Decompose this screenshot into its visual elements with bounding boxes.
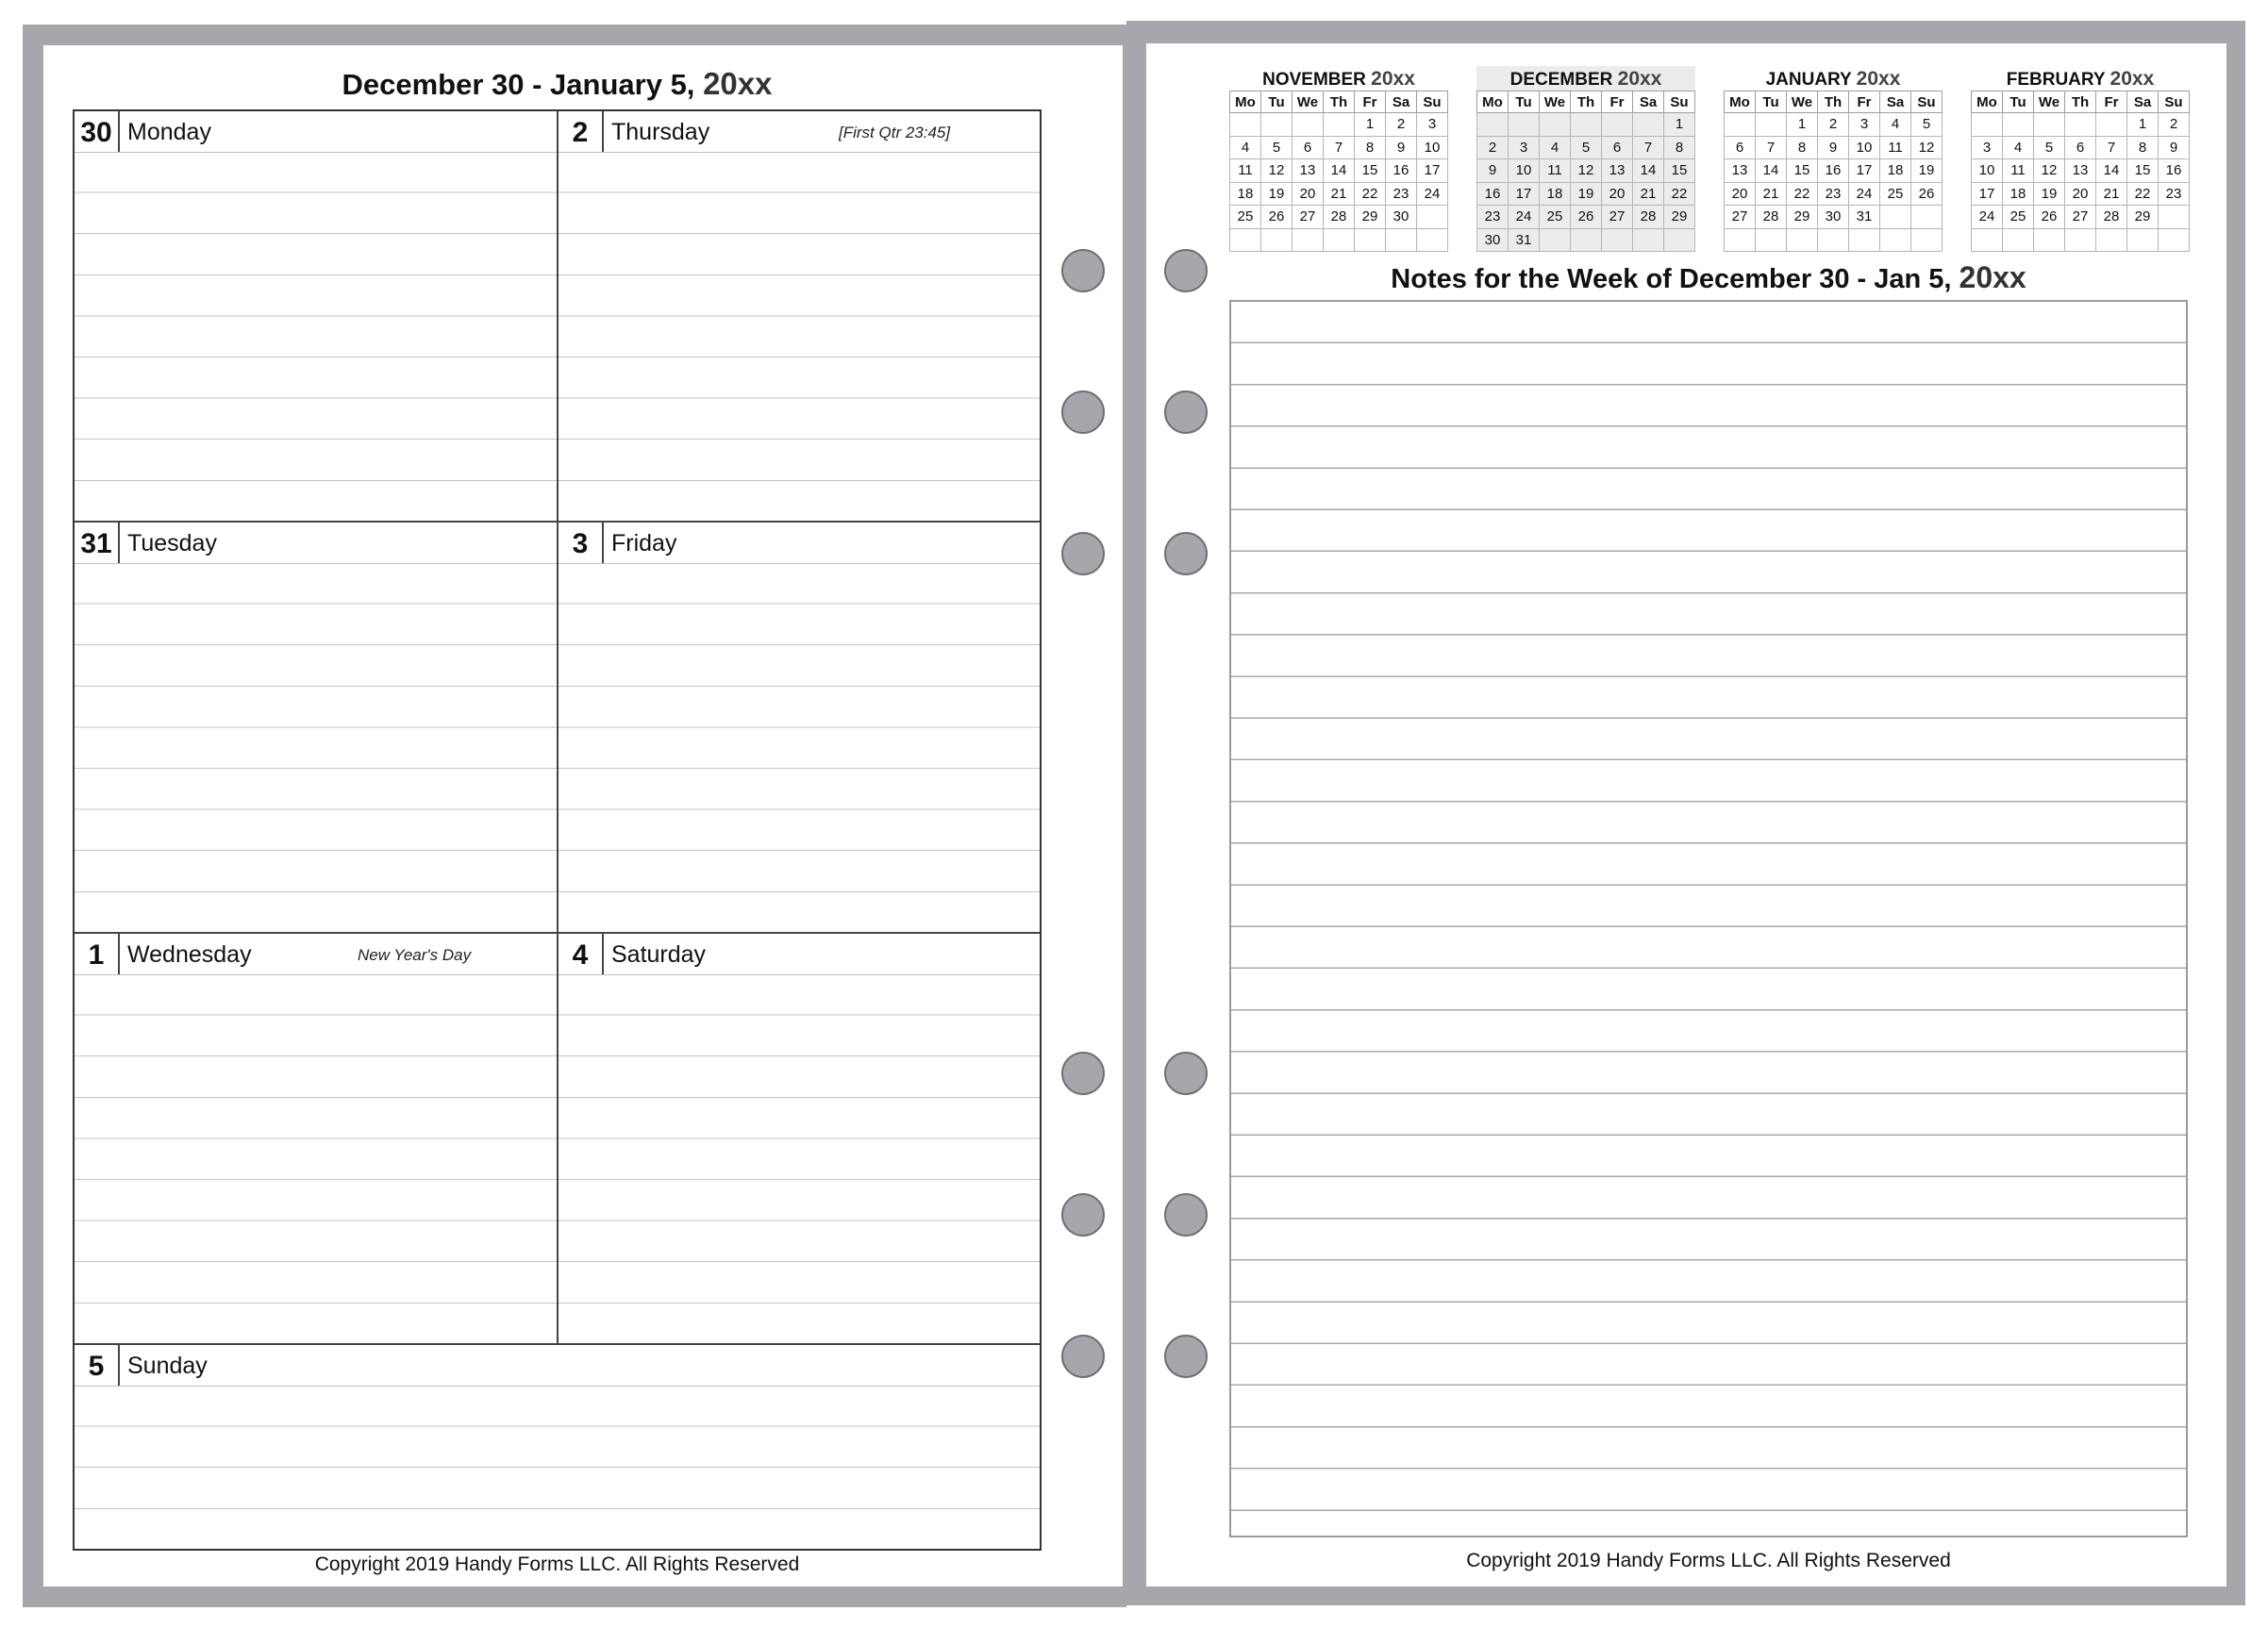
calendar-day: 14 [2096,159,2127,183]
binder-hole-icon [1164,532,1208,575]
calendar-day: 4 [1540,136,1571,159]
copyright-left: Copyright 2019 Handy Forms LLC. All Rights Reserved [314,1553,800,1575]
calendar-day: 28 [1324,206,1355,229]
calendar-day: 21 [1324,182,1355,206]
calendar-day: 18 [1880,159,1911,183]
day-cell-sunday[interactable] [75,1345,1040,1549]
calendar-title [1476,66,1695,91]
calendar-day: 24 [1417,182,1448,206]
calendar-day: 18 [1540,182,1571,206]
calendar-week-row [1725,182,1943,206]
calendar-day: 24 [1509,206,1540,229]
calendar-day: 20 [1292,182,1324,206]
weekday-header: Fr [2096,91,2127,113]
calendar-day: 9 [1477,159,1509,183]
calendar-day: 10 [1509,159,1540,183]
calendar-week-row [1477,228,1695,252]
calendar-day: 17 [1417,159,1448,183]
calendar-day [2159,228,2190,252]
calendar-day: 21 [1633,182,1664,206]
binder-hole-icon [1164,1335,1208,1378]
calendar-day [1602,228,1633,252]
calendar-day: 28 [1756,206,1787,229]
calendar-day: 5 [1911,113,1943,137]
calendar-day [1849,228,1880,252]
day-cell-monday[interactable] [75,111,557,521]
calendar-day: 1 [1664,113,1695,137]
calendar-month: NOVEMBER [1262,70,1372,90]
calendar-title [1971,66,2190,91]
calendar-day: 7 [1756,136,1787,159]
calendar-day: 30 [1818,206,1849,229]
calendar-day [1664,228,1695,252]
calendar-day: 14 [1756,159,1787,183]
calendar-week-row [1972,136,2190,159]
weekday-header: Th [1324,91,1355,113]
calendar-day: 3 [1417,113,1448,137]
copyright-right: Copyright 2019 Handy Forms LLC. All Rights Reserved [1466,1550,1951,1571]
calendar-day: 26 [2034,206,2065,229]
calendar-day: 12 [1261,159,1292,183]
binder-hole-icon [1164,1193,1208,1237]
calendar-day: 26 [1261,206,1292,229]
weekday-header: Sa [1880,91,1911,113]
calendar-week-row [1725,136,1943,159]
calendar-day: 10 [1972,159,2003,183]
calendar-day: 2 [2159,113,2190,137]
calendar-day: 3 [1972,136,2003,159]
weekday-header: Sa [1633,91,1664,113]
calendar-day [1787,228,1818,252]
calendar-day: 10 [1417,136,1448,159]
calendar-day [1756,228,1787,252]
calendar-title [1724,66,1943,91]
calendar-week-row [1972,228,2190,252]
calendar-day: 2 [1477,136,1509,159]
calendar-week-row [1972,182,2190,206]
calendar-day [2034,228,2065,252]
calendar-day: 24 [1972,206,2003,229]
calendar-day: 8 [2127,136,2159,159]
calendar-day: 7 [1633,136,1664,159]
calendar-day: 7 [1324,136,1355,159]
holiday-note: New Year's Day [358,946,472,964]
day-name: Thursday [611,119,710,145]
weekday-header: Th [2065,91,2096,113]
weekday-header: Su [1664,91,1695,113]
calendar-day: 4 [1230,136,1261,159]
page-title-year: 20xx [703,66,773,101]
calendar-day: 23 [1818,182,1849,206]
day-header [75,523,557,564]
calendar-day: 12 [1911,136,1943,159]
calendar-day: 13 [1725,159,1756,183]
calendar-day [1911,228,1943,252]
calendar-day: 8 [1355,136,1386,159]
calendar-day: 15 [1664,159,1695,183]
calendar-day [1540,113,1571,137]
day-name: Tuesday [127,530,217,557]
calendar-day: 11 [1540,159,1571,183]
calendar-day [1571,113,1602,137]
calendar-day: 9 [1818,136,1849,159]
writing-lines[interactable] [75,563,557,932]
calendar-day [1571,228,1602,252]
calendar-day [1261,228,1292,252]
day-cell-thursday[interactable] [559,111,1040,521]
day-name: Saturday [611,941,707,968]
day-header [75,934,557,975]
calendar-day [1509,113,1540,137]
calendar-day: 7 [2096,136,2127,159]
calendar-day [2003,113,2034,137]
calendar-month: JANUARY [1765,70,1857,90]
calendar-week-row [1477,136,1695,159]
calendar-day: 3 [1849,113,1880,137]
calendar-day: 25 [1880,182,1911,206]
calendar-month: DECEMBER [1509,70,1618,90]
calendar-day [1540,228,1571,252]
binder-hole-icon [1061,1335,1105,1378]
calendar-day: 19 [2034,182,2065,206]
calendar-day: 19 [1571,182,1602,206]
calendar-day: 28 [2096,206,2127,229]
calendar-day: 25 [1540,206,1571,229]
calendar-day: 22 [2127,182,2159,206]
calendar-day: 18 [1230,182,1261,206]
calendar-day [1477,113,1509,137]
calendar-day: 27 [2065,206,2096,229]
binder-hole-icon [1061,532,1105,575]
weekday-header: Mo [1230,91,1261,113]
calendar-day: 29 [1787,206,1818,229]
calendar-day: 27 [1725,206,1756,229]
calendar-day: 5 [1571,136,1602,159]
weekday-header: Su [2159,91,2190,113]
weekday-header: Mo [1972,91,2003,113]
calendar-day: 16 [2159,159,2190,183]
calendar-day: 4 [2003,136,2034,159]
day-number: 4 [559,934,604,974]
day-name: Friday [611,530,677,557]
calendar-day: 17 [1972,182,2003,206]
calendar-day [1633,113,1664,137]
calendar-day: 6 [1602,136,1633,159]
calendar-week-row [1725,113,1943,137]
calendar-day [1633,228,1664,252]
day-header [559,523,1040,564]
calendar-day [1602,113,1633,137]
day-number: 5 [75,1345,120,1386]
calendar-grid [1476,91,1695,252]
calendar-day: 8 [1787,136,1818,159]
calendar-day [1911,206,1943,229]
calendar-day: 23 [1477,206,1509,229]
calendar-day [1386,228,1417,252]
day-name: Wednesday [127,941,252,968]
binder-hole-icon [1061,390,1105,434]
calendar-week-row [1725,206,1943,229]
calendar-week-row [1725,159,1943,183]
notes-title-year: 20xx [1959,260,2026,294]
calendar-day: 1 [2127,113,2159,137]
calendar-day [1417,228,1448,252]
calendar-day: 21 [2096,182,2127,206]
calendar-day [1230,228,1261,252]
binder-hole-icon [1164,390,1208,434]
calendar-day [2127,228,2159,252]
weekday-header: Tu [1756,91,1787,113]
calendar-day: 17 [1849,159,1880,183]
binder-hole-icon [1164,1052,1208,1095]
day-header [559,934,1040,975]
calendar-week-row [1477,113,1695,137]
weekday-header: Sa [2127,91,2159,113]
calendar-day: 1 [1787,113,1818,137]
calendar-week-row [1477,182,1695,206]
calendar-week-row [1972,113,2190,137]
calendar-grid [1971,91,2190,252]
calendar-day: 9 [2159,136,2190,159]
calendar-day: 29 [2127,206,2159,229]
day-name: Sunday [127,1353,208,1379]
calendar-week-row [1725,228,1943,252]
writing-lines[interactable] [559,152,1040,521]
calendar-day: 23 [2159,182,2190,206]
calendar-day: 21 [1756,182,1787,206]
calendar-week-row [1230,113,1448,137]
calendar-month: FEBRUARY [2006,70,2110,90]
calendar-day: 14 [1633,159,1664,183]
calendar-week-row [1230,182,1448,206]
weekday-header: Tu [1261,91,1292,113]
calendar-day: 11 [1230,159,1261,183]
calendar-day: 27 [1602,206,1633,229]
calendar-week-row [1230,159,1448,183]
day-cell-tuesday[interactable] [75,523,557,932]
binder-hole-icon [1061,1052,1105,1095]
calendar-day [1725,228,1756,252]
notes-lines-area[interactable] [1229,300,2188,1537]
calendar-day [2159,206,2190,229]
calendar-day [1261,113,1292,137]
notes-title-text: Notes for the Week of December 30 - Jan 5, [1391,264,1952,294]
day-cell-friday[interactable] [559,523,1040,932]
writing-lines[interactable] [75,1386,1040,1549]
calendar-day: 22 [1355,182,1386,206]
weekday-header: We [1787,91,1818,113]
calendar-day [1880,206,1911,229]
calendar-week-row [1230,228,1448,252]
binder-hole-icon [1061,1193,1105,1237]
day-cell-wednesday[interactable] [75,934,557,1343]
mini-calendar-november [1229,66,1448,252]
calendar-day: 1 [1355,113,1386,137]
calendar-day: 13 [1602,159,1633,183]
calendar-day [2003,228,2034,252]
mini-calendar-december [1476,66,1695,252]
calendar-day: 13 [1292,159,1324,183]
calendar-week-row [1477,206,1695,229]
calendar-day: 16 [1477,182,1509,206]
weekday-header: Tu [1509,91,1540,113]
calendar-day: 12 [2034,159,2065,183]
calendar-day: 23 [1386,182,1417,206]
weekday-header: Th [1571,91,1602,113]
calendar-day: 31 [1849,206,1880,229]
calendar-day: 24 [1849,182,1880,206]
day-number: 30 [75,111,120,152]
calendar-day: 20 [1725,182,1756,206]
calendar-day: 9 [1386,136,1417,159]
calendar-year: 20xx [1371,68,1415,90]
calendar-day: 4 [1880,113,1911,137]
notes-title [1229,260,2188,295]
calendar-day: 26 [1571,206,1602,229]
weekday-header: Mo [1725,91,1756,113]
weekday-header: We [1292,91,1324,113]
calendar-week-row [1972,206,2190,229]
calendar-day: 30 [1386,206,1417,229]
mini-calendar-january [1724,66,1943,252]
calendar-day: 27 [1292,206,1324,229]
calendar-day: 31 [1509,228,1540,252]
calendar-day: 6 [1725,136,1756,159]
calendar-day [1725,113,1756,137]
calendar-day: 20 [2065,182,2096,206]
writing-lines[interactable] [75,974,557,1343]
weekday-header: Sa [1386,91,1417,113]
calendar-day [1230,113,1261,137]
calendar-day: 10 [1849,136,1880,159]
writing-lines[interactable] [559,974,1040,1343]
weekly-grid [73,109,1042,1551]
calendar-week-row [1477,159,1695,183]
page-title [73,66,1042,102]
calendar-day: 6 [1292,136,1324,159]
calendar-week-row [1230,136,1448,159]
calendar-day: 6 [2065,136,2096,159]
calendar-day: 16 [1818,159,1849,183]
calendar-day: 25 [2003,206,2034,229]
calendar-day: 16 [1386,159,1417,183]
binder-hole-icon [1164,249,1208,292]
calendar-title [1229,66,1448,91]
mini-calendar-february [1971,66,2190,252]
calendar-year: 20xx [1617,68,1662,90]
day-name: Monday [127,119,211,145]
calendar-week-row [1972,159,2190,183]
calendar-day [2065,113,2096,137]
day-number: 1 [75,934,120,974]
calendar-day: 22 [1787,182,1818,206]
weekday-header: Fr [1849,91,1880,113]
calendar-day: 17 [1509,182,1540,206]
calendar-day [1324,113,1355,137]
calendar-day: 14 [1324,159,1355,183]
calendar-day [1292,113,1324,137]
calendar-grid [1229,91,1448,252]
calendar-day [1756,113,1787,137]
weekday-header: Tu [2003,91,2034,113]
calendar-day [1818,228,1849,252]
calendar-day [1324,228,1355,252]
calendar-day: 22 [1664,182,1695,206]
calendar-day [1880,228,1911,252]
day-number: 2 [559,111,604,152]
calendar-day: 19 [1911,159,1943,183]
calendar-day: 8 [1664,136,1695,159]
calendar-day: 2 [1386,113,1417,137]
calendar-day: 30 [1477,228,1509,252]
calendar-day: 20 [1602,182,1633,206]
calendar-day [2065,228,2096,252]
calendar-day: 13 [2065,159,2096,183]
calendar-day: 29 [1355,206,1386,229]
calendar-week-row [1230,206,1448,229]
calendar-day: 26 [1911,182,1943,206]
calendar-year: 20xx [1856,68,1901,90]
calendar-day: 2 [1818,113,1849,137]
calendar-day [1972,228,2003,252]
page-title-text: December 30 - January 5, [342,68,695,101]
calendar-day [1417,206,1448,229]
calendar-day: 15 [1355,159,1386,183]
calendar-day: 11 [1880,136,1911,159]
calendar-day: 28 [1633,206,1664,229]
calendar-day: 12 [1571,159,1602,183]
weekday-header: Fr [1602,91,1633,113]
moon-phase-note: [First Qtr 23:45] [839,124,951,141]
weekday-header: Fr [1355,91,1386,113]
day-number: 31 [75,523,120,563]
weekday-header: We [1540,91,1571,113]
calendar-day: 5 [2034,136,2065,159]
day-cell-saturday[interactable] [559,934,1040,1343]
calendar-day [2034,113,2065,137]
calendar-day: 29 [1664,206,1695,229]
calendar-day [1292,228,1324,252]
writing-lines[interactable] [75,152,557,521]
day-header [75,1345,1040,1387]
calendar-year: 20xx [2110,68,2155,90]
calendar-day: 18 [2003,182,2034,206]
calendar-day [2096,113,2127,137]
calendar-day: 15 [2127,159,2159,183]
weekday-header: Th [1818,91,1849,113]
binder-hole-icon [1061,249,1105,292]
calendar-day: 5 [1261,136,1292,159]
calendar-day [1355,228,1386,252]
calendar-day: 25 [1230,206,1261,229]
day-number: 3 [559,523,604,563]
weekday-header: Su [1417,91,1448,113]
writing-lines[interactable] [559,563,1040,932]
calendar-day: 19 [1261,182,1292,206]
calendar-day: 15 [1787,159,1818,183]
weekday-header: We [2034,91,2065,113]
weekday-header: Su [1911,91,1943,113]
calendar-day: 11 [2003,159,2034,183]
calendar-day [1972,113,2003,137]
day-header [75,111,557,153]
calendar-day [2096,228,2127,252]
calendar-day: 3 [1509,136,1540,159]
weekday-header: Mo [1477,91,1509,113]
day-header [559,111,1040,153]
calendar-grid [1724,91,1943,252]
